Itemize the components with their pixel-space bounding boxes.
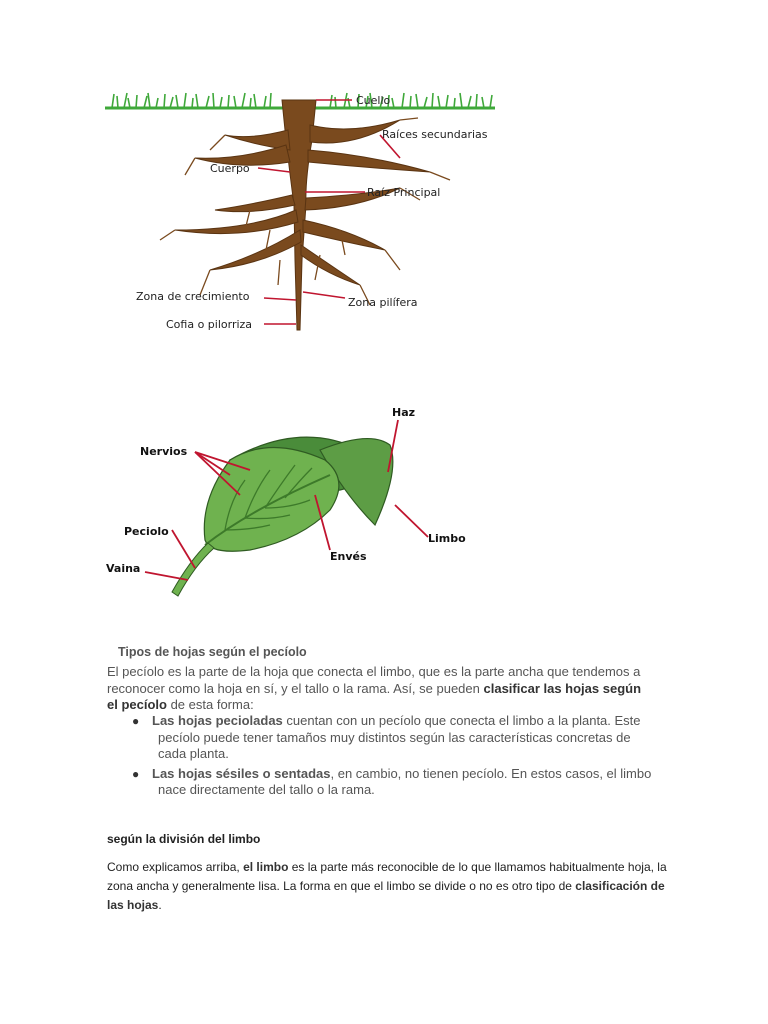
label-zona-pilifera: Zona pilífera — [348, 296, 418, 309]
section-title-limbo: según la división del limbo — [107, 832, 261, 846]
label-raiz-principal: Raíz Principal — [367, 186, 441, 199]
section-title-peciolo: Tipos de hojas según el pecíolo — [118, 645, 307, 659]
paragraph-limbo: Como explicamos arriba, el limbo es la parte más reconocible de lo que llamamos habitualmente hoja, la zona ancha y generalmente lisa. La forma en que el limbo se divide o no es otro tipo de clasificación de las hojas. — [107, 860, 667, 912]
label-raices-secundarias: Raíces secundarias — [382, 128, 488, 141]
label-vaina: Vaina — [106, 562, 141, 575]
bullet-icon: ● — [132, 714, 140, 728]
label-peciolo: Peciolo — [124, 525, 169, 538]
label-cuerpo: Cuerpo — [210, 162, 250, 175]
list-item: ● Las hojas pecioladas cuentan con un pecíolo que conecta el limbo a la planta. Este pecíolo puede tener tamaños muy distintos según las características concretas de cada planta. — [132, 713, 641, 761]
paragraph-peciolo: El pecíolo es la parte de la hoja que conecta el limbo, que es la parte ancha que tendemos a reconocer como la hoja en sí, y el tallo o la rama. Así, se pueden clasificar las hojas según el pecíolo de esta forma: — [107, 664, 642, 712]
label-zona-crecimiento: Zona de crecimiento — [136, 290, 250, 303]
root-diagram — [100, 80, 520, 340]
label-limbo: Limbo — [428, 532, 466, 545]
label-nervios: Nervios — [140, 445, 188, 458]
label-cuello: Cuello — [356, 94, 391, 107]
label-cofia: Cofia o pilorriza — [166, 318, 253, 331]
label-haz: Haz — [392, 406, 416, 419]
leaf-diagram — [100, 400, 480, 610]
bullet-icon: ● — [132, 766, 140, 781]
list-item: ● Las hojas sésiles o sentadas, en cambio, no tienen pecíolo. En estos casos, el limbo nace directamente del tallo o la rama. — [132, 765, 652, 797]
label-enves: Envés — [330, 550, 367, 563]
bullet-list — [130, 713, 660, 802]
